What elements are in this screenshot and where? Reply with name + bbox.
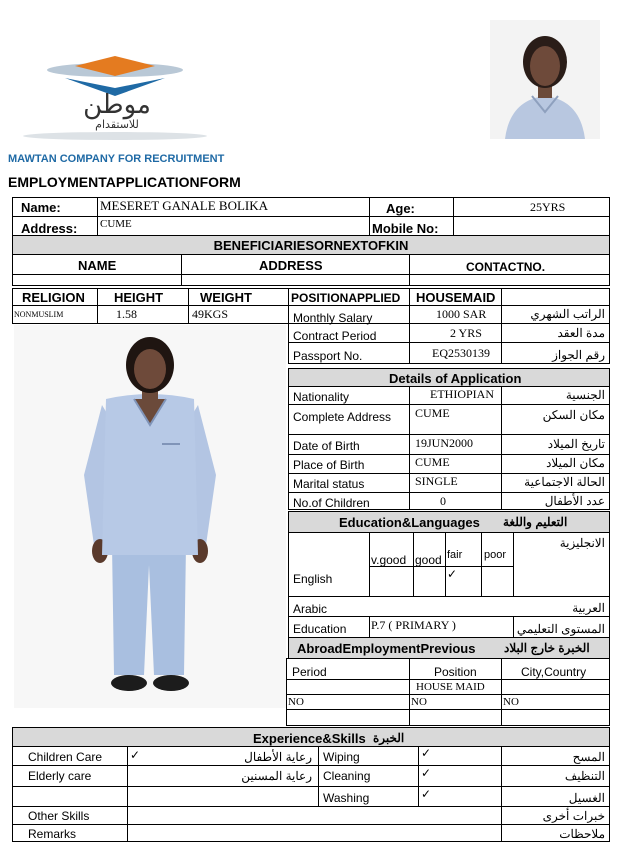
form-title: EMPLOYMENTAPPLICATIONFORM [8,174,241,190]
cleaning-arabic: التنظيف [564,769,605,783]
address-value-cell [97,216,370,236]
address-value: CUME [100,218,132,230]
details-title: Details of Application [389,371,522,386]
remarks-label: Remarks [28,827,77,841]
name-value-cell [97,197,370,217]
height-value: 1.58 [116,307,137,321]
marital-value: SINGLE [415,474,458,488]
age-value-cell [453,197,610,217]
passport-value: EQ2530139 [432,346,490,360]
pob-value: CUME [415,455,450,469]
logo-arabic-main: موطن [83,90,151,120]
abroad-city-no: NO [503,696,519,708]
skills-title-arabic: الخبرة [373,731,405,745]
pob-arabic: مكان الميلاد [546,456,605,470]
pob-label: Place of Birth [293,458,365,472]
salary-arabic: الراتب الشهري [530,307,605,321]
education-title-arabic: التعليم واللغة [503,515,568,529]
complete-address-value: CUME [415,406,450,420]
height-label: HEIGHT [114,290,164,305]
marital-label: Marital status [293,477,365,491]
logo-arabic-sub: للاستقدام [95,118,139,131]
elderly-care-label: Elderly care [28,769,92,783]
abroad-header [288,637,610,659]
children-care-arabic: رعاية الأطفال [244,750,312,764]
children-care-label: Children Care [28,750,103,764]
complete-address-arabic: مكان السكن [542,408,605,422]
contract-label: Contract Period [293,329,377,343]
english-label: English [293,572,333,586]
dob-label: Date of Birth [293,439,360,453]
other-skills-label: Other Skills [28,809,90,823]
complete-address-label: Complete Address [293,410,392,424]
weight-label: WEIGHT [200,290,252,305]
address-label: Address: [21,221,78,236]
children-label: No.of Children [293,496,370,510]
beneficiaries-header [12,235,610,255]
washing-check: ✓ [421,787,432,801]
children-arabic: عدد الأطفال [544,494,605,508]
education-header [288,511,610,533]
passport-label: Passport No. [293,349,363,363]
mobile-label: Mobile No: [372,221,439,236]
children-care-check: ✓ [130,748,141,762]
age-label: Age: [386,201,415,216]
education-value: P.7 ( PRIMARY ) [371,618,456,632]
elderly-care-arabic: رعاية المسنين [241,769,312,783]
children-value: 0 [440,494,446,508]
beneficiary-col-contact: CONTACTNO. [466,260,546,274]
address-label-cell [12,216,98,236]
lang-col-poor: poor [484,549,507,561]
salary-label: Monthly Salary [293,311,373,325]
abroad-period-no: NO [288,696,304,708]
skills-header [12,727,610,747]
name-label-cell [12,197,98,217]
company-name: MAWTAN COMPANY FOR RECRUITMENT [8,153,225,165]
beneficiary-col-address: ADDRESS [259,258,323,273]
abroad-position-value: HOUSE MAID [416,681,485,693]
passport-arabic: رقم الجواز [552,348,605,362]
name-label: Name: [21,200,61,215]
contract-value: 2 YRS [450,326,482,340]
cleaning-label: Cleaning [323,769,371,783]
weight-value: 49KGS [192,307,229,321]
washing-arabic: الغسيل [568,791,605,805]
skills-title: Experience&Skills [253,731,366,746]
abroad-col-position: Position [434,665,477,679]
education-arabic: المستوى التعليمي [516,622,605,636]
english-fair-check: ✓ [447,567,458,581]
abroad-title-arabic: الخبرة خارج البلاد [504,641,590,655]
beneficiary-col-name: NAME [78,258,117,273]
position-label: POSITIONAPPLIED [291,291,401,305]
applicant-photo-small [490,20,600,139]
beneficiaries-title: BENEFICIARIESORNEXTOFKIN [213,238,409,253]
abroad-position-no: NO [411,696,427,708]
abroad-title: AbroadEmploymentPrevious [297,641,476,656]
wiping-arabic: المسح [572,750,605,764]
nationality-value: ETHIOPIAN [430,387,494,401]
abroad-col-city: City,Country [521,665,587,679]
salary-value: 1000 SAR [436,307,487,321]
english-arabic: الانجليزية [559,536,605,550]
marital-arabic: الحالة الاجتماعية [524,475,605,489]
nationality-label: Nationality [293,390,350,404]
washing-label: Washing [323,791,370,805]
lang-col-vgood: v.good [371,553,407,567]
abroad-col-period: Period [292,665,327,679]
details-header [288,368,610,387]
cleaning-check: ✓ [421,766,432,780]
arabic-arabic: العربية [572,601,605,615]
mobile-label-cell [369,216,454,236]
nationality-arabic: الجنسية [565,388,605,402]
education-title: Education&Languages [339,515,480,530]
lang-col-good: good [415,553,442,567]
mobile-value-cell [453,216,610,236]
dob-value: 19JUN2000 [415,436,474,450]
age-value: 25YRS [530,200,566,214]
age-label-cell [369,197,454,217]
contract-arabic: مدة العقد [557,326,605,340]
lang-col-fair: fair [447,549,463,561]
dob-arabic: تاريخ الميلاد [547,437,605,451]
religion-value: NONMUSLIM [14,310,64,319]
name-value: MESERET GANALE BOLIKA [100,198,269,213]
wiping-label: Wiping [323,750,360,764]
arabic-label: Arabic [293,602,328,616]
education-label: Education [293,622,347,636]
other-skills-arabic: خبرات أخرى [542,809,605,823]
applicant-photo-large [14,325,286,708]
religion-label: RELIGION [22,290,85,305]
position-value: HOUSEMAID [416,290,496,305]
remarks-arabic: ملاحظات [559,827,605,841]
wiping-check: ✓ [421,746,432,760]
company-logo [20,44,210,140]
